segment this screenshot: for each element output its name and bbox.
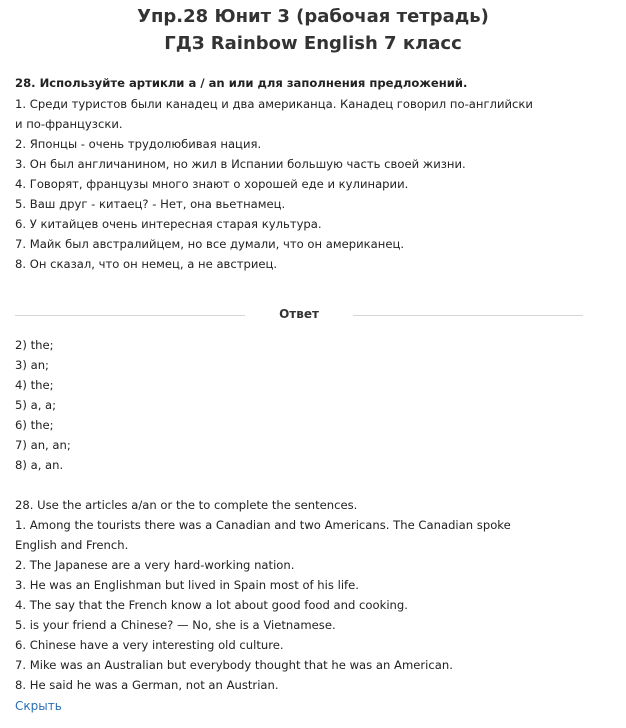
page-title: Упр.28 Юнит 3 (рабочая тетрадь)	[137, 6, 489, 27]
page-subtitle: ГДЗ Rainbow English 7 класс	[164, 33, 462, 54]
answer-item: 2) the;	[15, 338, 54, 352]
task-en-line: 3. He was an Englishman but lived in Spain most of his life.	[15, 578, 359, 592]
task-ru-heading: 28. Используйте артикли a / an или для заполнения предложений.	[15, 76, 468, 90]
task-en-line: 2. The Japanese are a very hard-working nation.	[15, 558, 295, 572]
task-ru-line: 5. Ваш друг - китаец? - Нет, она вьетнамец.	[15, 197, 286, 211]
task-en-line: 6. Chinese have a very interesting old culture.	[15, 638, 284, 652]
task-ru-line: 8. Он сказал, что он немец, а не австриец.	[15, 257, 278, 271]
task-ru-line: 2. Японцы - очень трудолюбивая нация.	[15, 137, 262, 151]
task-en-line: 5. is your friend a Chinese? — No, she is a Vietnamese.	[15, 618, 336, 632]
answer-item: 8) a, an.	[15, 458, 64, 472]
task-ru-line: 1. Среди туристов были канадец и два американца. Канадец говорил по-английски	[15, 97, 533, 111]
answer-item: 3) an;	[15, 358, 49, 372]
answer-item: 5) a, a;	[15, 398, 57, 412]
task-ru-line: и по-французски.	[15, 117, 123, 131]
task-en-line: 1. Among the tourists there was a Canadian and two Americans. The Canadian spoke	[15, 518, 511, 532]
task-ru-line: 4. Говорят, французы много знают о хорошей еде и кулинарии.	[15, 177, 409, 191]
task-en-line: 8. He said he was a German, not an Austrian.	[15, 678, 279, 692]
answer-heading: Ответ	[279, 307, 319, 321]
task-en-line: English and French.	[15, 538, 129, 552]
task-ru-line: 6. У китайцев очень интересная старая культура.	[15, 217, 322, 231]
task-en-heading: 28. Use the articles a/an or the to complete the sentences.	[15, 498, 358, 512]
task-en-line: 7. Mike was an Australian but everybody thought that he was an American.	[15, 658, 453, 672]
task-en-line: 4. The say that the French know a lot about good food and cooking.	[15, 598, 408, 612]
task-ru-line: 3. Он был англичанином, но жил в Испании большую часть своей жизни.	[15, 157, 466, 171]
hide-link[interactable]: Скрыть	[15, 699, 62, 713]
answer-divider	[15, 306, 583, 324]
answer-item: 7) an, an;	[15, 438, 71, 452]
divider-rule-right	[353, 315, 583, 316]
task-ru-line: 7. Майк был австралийцем, но все думали, что он американец.	[15, 237, 405, 251]
answer-item: 6) the;	[15, 418, 54, 432]
answer-item: 4) the;	[15, 378, 54, 392]
